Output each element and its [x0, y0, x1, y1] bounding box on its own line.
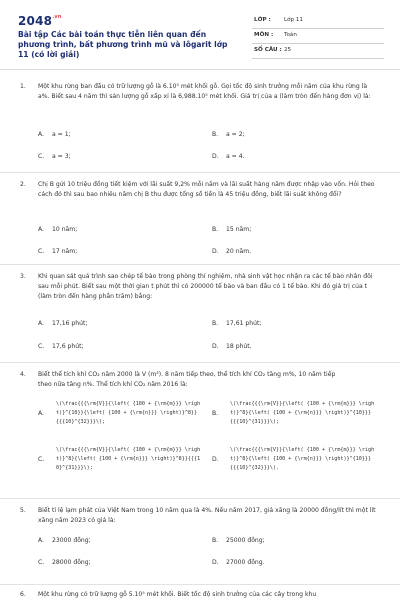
question-4 — [0, 370, 400, 495]
question-number: 6. — [20, 591, 26, 598]
option-key: A. — [38, 320, 44, 327]
option-value: 15 năm; — [226, 226, 252, 233]
option-key: C. — [38, 559, 45, 566]
meta-value: 25 — [284, 47, 292, 53]
option-value: 27000 đồng. — [226, 559, 265, 566]
question-text-line: theo nữa tăng n%. Thể tích khí CO₂ năm 2016 là: — [38, 381, 188, 388]
question-divider — [0, 172, 400, 173]
option-value: a = 4. — [226, 153, 245, 160]
option-key: B. — [212, 131, 219, 138]
option-key: A. — [38, 537, 44, 544]
option-value: 10 năm; — [52, 226, 78, 233]
option-value: 25000 đồng; — [226, 537, 265, 544]
question-5 — [0, 506, 400, 582]
document-title: Bài tập Các bài toán thực tiễn liên quan đến phương trình, bất phương trình mũ và lôgarit lớp 11 (có lời giải) — [18, 30, 228, 59]
option-key: A. — [38, 410, 44, 417]
question-6 — [0, 590, 400, 600]
question-text: Một khu rừng có trữ lượng gỗ 5.10⁵ mét khối. Biết tốc độ sinh trưởng của các cây trong khu — [38, 591, 317, 598]
meta-key: LỚP : — [254, 17, 271, 23]
question-text-line: Biết thể tích khí CO₂ năm 2000 là V (m³). 8 năm tiếp theo, thể tích khí CO₂ tăng m%, 10 năm tiếp — [38, 371, 336, 378]
option-value: 17 năm; — [52, 248, 78, 255]
meta-value: Toán — [284, 32, 297, 38]
option-value: a = 1; — [52, 131, 71, 138]
option-value: 23000 đồng; — [52, 537, 91, 544]
option-key: B. — [212, 320, 219, 327]
option-value: \(\frac{{{\rm{V}}{\left( {100 + {\rm{m}}} \right)}^8}{\left( {100 + {\rm{n}}} \right)}^8}}{{{10}^{31}}}\); — [56, 447, 201, 471]
question-text: Một khu rừng ban đầu có trữ lượng gỗ là 6.10⁵ mét khối gỗ. Gọi tốc độ sinh trưởng mỗi năm của khu rừng là a%. Biết sau 4 năm thì sản lượng gỗ xấp xỉ là 6,988.10⁵ mét khối. Giá trị của a (làm tròn đến hàng đơn vị) là: — [38, 83, 371, 100]
option-key: D. — [212, 343, 219, 350]
meta-value: Lớp 11 — [284, 17, 303, 23]
option-value: 17,6 phút; — [52, 343, 84, 350]
logo-text: 2048 — [18, 14, 53, 28]
option-value: a = 3; — [52, 153, 71, 160]
option-value: 28000 đồng; — [52, 559, 91, 566]
option-value: \(\frac{{{\rm{V}}{\left( {100 + {\rm{m}}} \right)}^{10}}{\left( {100 + {\rm{n}}} \right)}^8}}{{{10}^{32}}}\); — [56, 401, 201, 425]
option-key: D. — [212, 456, 219, 463]
question-number: 4. — [20, 371, 26, 378]
option-key: B. — [212, 410, 219, 417]
question-2 — [0, 180, 400, 260]
document-header — [0, 0, 400, 70]
question-number: 3. — [20, 273, 26, 280]
option-key: C. — [38, 456, 45, 463]
option-value: \(\frac{{{\rm{V}}{\left( {100 + {\rm{m}}} \right)}^8}{\left( {100 + {\rm{n}}} \right)}^{10}}}{{{10}^{31}}}\); — [230, 401, 375, 425]
option-key: D. — [212, 153, 219, 160]
meta-key: SỐ CÂU : — [254, 47, 282, 53]
option-key: D. — [212, 248, 219, 255]
option-key: C. — [38, 343, 45, 350]
question-number: 1. — [20, 83, 26, 90]
meta-row-subject — [252, 29, 384, 44]
site-logo[interactable] — [18, 14, 62, 28]
meta-key: MÔN : — [254, 32, 274, 38]
question-text: Chị B gửi 10 triệu đồng tiết kiệm với lãi suất 9,2% mỗi năm và lãi suất hàng năm được nhập vào vốn. Hỏi theo cách đó thì sau bao nhiêu năm chị B thu được tổng số tiền là 45 triệu đồng, biết lãi suất không đổi? — [38, 181, 375, 198]
option-key: B. — [212, 226, 219, 233]
document-meta — [252, 14, 384, 59]
option-key: D. — [212, 559, 219, 566]
logo-suffix: .vn — [52, 14, 62, 20]
meta-row-count — [252, 44, 384, 59]
option-value: 18 phút. — [226, 343, 252, 350]
question-divider — [0, 584, 400, 585]
meta-row-class — [252, 14, 384, 29]
option-key: C. — [38, 248, 45, 255]
question-divider — [0, 498, 400, 499]
question-text: Biết tỉ lệ lạm phát của Việt Nam trong 10 năm qua là 4%. Nếu năm 2017, giá xăng là 20000 đồng/lít thì một lít xăng năm 2023 có giá là: — [38, 507, 376, 524]
question-3 — [0, 272, 400, 364]
question-divider — [0, 362, 400, 363]
option-value: 17,16 phút; — [52, 320, 88, 327]
option-value: \(\frac{{{\rm{V}}{\left( {100 + {\rm{m}}} \right)}^8}{\left( {100 + {\rm{n}}} \right)}^{10}}}{{{10}^{32}}}\). — [230, 447, 375, 471]
question-text: Khi quan sát quá trình sao chép tế bào trong phòng thí nghiệm, nhà sinh vật học nhận ra các tế bào nhân đôi sau mỗi phút. Biết sau một thời gian t phút thì có 200000 tế bào và ban đầu có 1 tế bào. Khi đó giá trị của t (làm tròn đến hàng phần trăm) bằng: — [38, 273, 373, 300]
option-value: 20 năm. — [226, 248, 252, 255]
question-number: 2. — [20, 181, 26, 188]
question-number: 5. — [20, 507, 26, 514]
question-1 — [0, 82, 400, 177]
option-value: 17,61 phút; — [226, 320, 262, 327]
question-text — [38, 370, 378, 390]
option-key: A. — [38, 226, 44, 233]
option-value: a = 2; — [226, 131, 245, 138]
question-divider — [0, 264, 400, 265]
option-key: A. — [38, 131, 44, 138]
option-key: C. — [38, 153, 45, 160]
option-key: B. — [212, 537, 219, 544]
